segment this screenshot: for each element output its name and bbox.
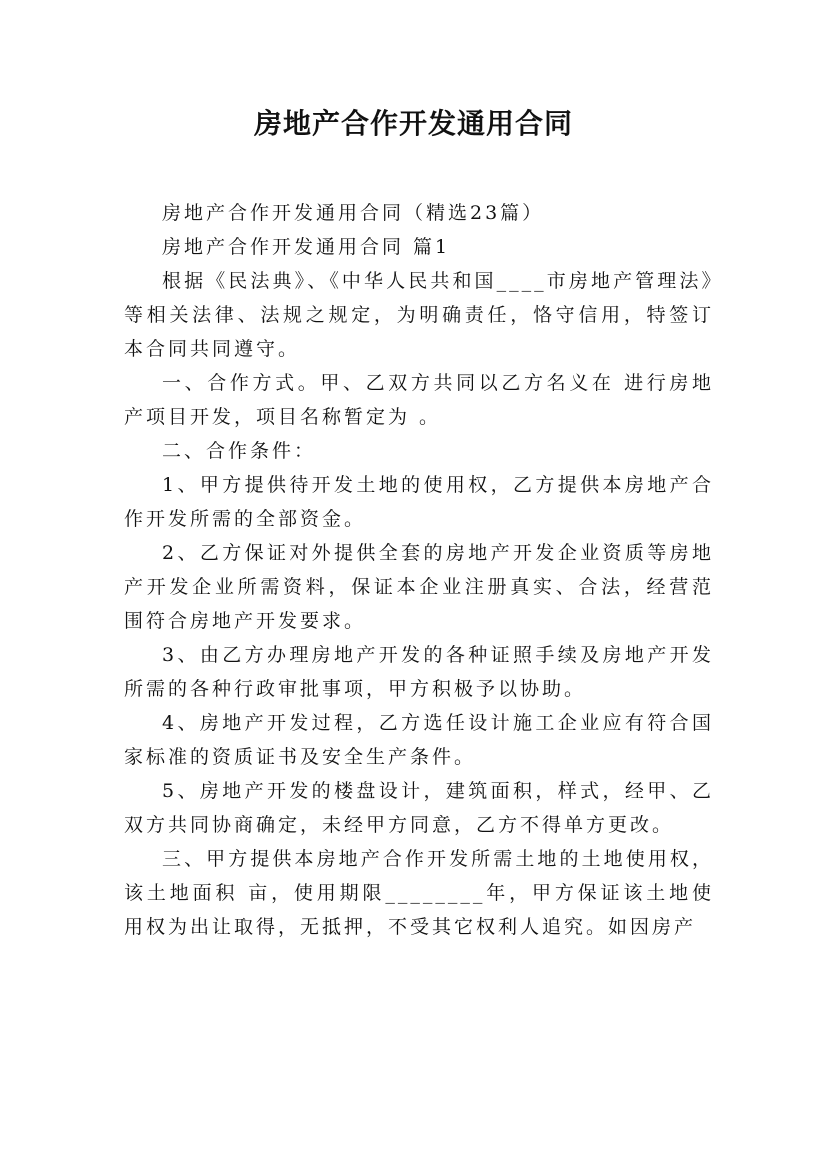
clause-1-paragraph: 一、合作方式。甲、乙双方共同以乙方名义在 进行房地产项目开发，项目名称暂定为 。 bbox=[124, 372, 714, 428]
condition-1-paragraph: 1、甲方提供待开发土地的使用权，乙方提供本房地产合作开发所需的全部资金。 bbox=[124, 474, 714, 530]
subtitle-paragraph: 房地产合作开发通用合同（精选23篇） bbox=[162, 202, 545, 224]
section-heading: 房地产合作开发通用合同 篇1 bbox=[162, 236, 451, 258]
clause-3-paragraph: 三、甲方提供本房地产合作开发所需土地的土地使用权，该土地面积 亩，使用期限________年，甲方保证该土地使用权为出让取得，无抵押，不受其它权利人追究。如因房产 bbox=[124, 848, 714, 938]
condition-5-paragraph: 5、房地产开发的楼盘设计，建筑面积，样式，经甲、乙双方共同协商确定，未经甲方同意，乙方不得单方更改。 bbox=[124, 780, 714, 836]
clause-2-heading: 二、合作条件： bbox=[162, 440, 317, 462]
document-title: 房地产合作开发通用合同 bbox=[253, 107, 573, 140]
preamble-paragraph: 根据《民法典》、《中华人民共和国____市房地产管理法》等相关法律、法规之规定，为明确责任，恪守信用，特签订本合同共同遵守。 bbox=[124, 270, 714, 360]
condition-4-paragraph: 4、房地产开发过程，乙方选任设计施工企业应有符合国家标准的资质证书及安全生产条件。 bbox=[124, 712, 714, 768]
condition-3-paragraph: 3、由乙方办理房地产开发的各种证照手续及房地产开发所需的各种行政审批事项，甲方积极予以协助。 bbox=[124, 644, 714, 700]
condition-2-paragraph: 2、乙方保证对外提供全套的房地产开发企业资质等房地产开发企业所需资料，保证本企业注册真实、合法，经营范围符合房地产开发要求。 bbox=[124, 542, 714, 632]
document-body bbox=[124, 196, 714, 944]
